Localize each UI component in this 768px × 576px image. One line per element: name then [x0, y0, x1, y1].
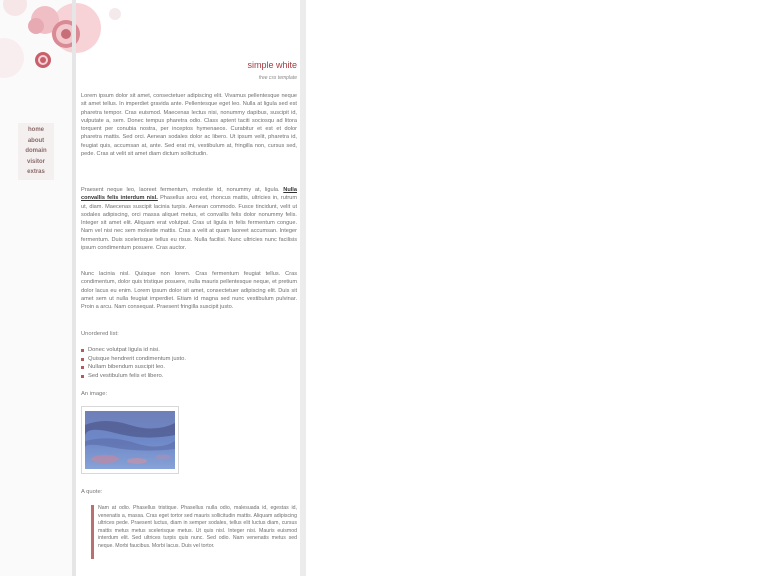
- nav-item-domain[interactable]: domain: [25, 148, 47, 155]
- sky-image: [85, 411, 175, 469]
- list-item-text: Donec volutpat ligula id nisi.: [88, 347, 160, 353]
- list-label: Unordered list:: [81, 331, 119, 337]
- quote-bar: [91, 505, 94, 559]
- inline-link[interactable]: Nulla convallis felis interdum nisl.: [81, 187, 297, 202]
- quote-label: A quote:: [81, 489, 103, 495]
- paragraph-2-start: Praesent neque leo, laoreet fermentum, molestie id, nonummy at, ligula.: [81, 187, 280, 193]
- image-label: An image:: [81, 391, 108, 397]
- list-item-text: Nullam bibendum suscipit leo.: [88, 364, 166, 371]
- bullet-icon: [81, 358, 84, 361]
- paragraph-3: Nunc lacinia nisl. Quisque non lorem. Cras fermentum feugiat tellus. Cras condimentum, dolor quis tristique posuere, nulla mauris pellentesque neque, et pretium dolor lacus eu enim. Lorem ipsum dolor sit amet, consectetuer adipiscing elit. Duis sit amet sem ut nulla feugiat imperdiet. Etiam id magna sed nunc vestibulum pulvinar. Proin a arcu. Nam consequat. Praesent fringilla suscipit justo.: [81, 271, 297, 311]
- content-border: [300, 0, 306, 576]
- sidebar-nav: [18, 123, 54, 180]
- paragraph-1: Lorem ipsum dolor sit amet, consectetuer adipiscing elit. Vivamus pellentesque neque sit amet tellus. In imperdiet gravida ante. Pellentesque eget leo. Nulla at ligula sed est pharetra tempor. Cras euismod. Maecenas lectus nisi, nonummy dapibus, suscipit id, vulputate a, sem. Donec tempus pharetra odio. Class aptent taciti sociosqu ad litora torquent per conubia nostra, per inceptos hymenaeos. Curabitur et est et dolor pharetra mattis. Sed orci. Aenean sodales dolor ac libero. Ut ipsum velit, pharetra id, feugiat quis, accumsan at, ante. Sed erat mi, vestibulum at, fringilla non, cursus sed, pede. Cras at velit sit amet diam dictum sollicitudin.: [81, 93, 297, 158]
- paragraph-2: [81, 186, 297, 252]
- bullet-icon: [81, 349, 84, 352]
- list-item: [81, 363, 186, 372]
- nav-item-extras[interactable]: extras: [27, 169, 45, 176]
- list-item-text: Quisque hendrerit condimentum justo.: [88, 355, 186, 362]
- unordered-list: [81, 346, 186, 380]
- site-tagline: free css template: [258, 75, 297, 81]
- bullet-icon: [81, 366, 84, 369]
- bullet-icon: [81, 375, 84, 378]
- site-title: simple white: [247, 60, 297, 70]
- nav-item-about[interactable]: about: [27, 137, 45, 144]
- main-content: [81, 0, 297, 576]
- list-item-text: Sed vestibulum felis et libero.: [88, 372, 164, 379]
- nav-item-visitor[interactable]: visitor: [26, 158, 45, 165]
- column-divider: [72, 0, 76, 576]
- list-item: [81, 346, 186, 355]
- nav-item-home[interactable]: home: [27, 127, 44, 133]
- sky-image-frame: [81, 406, 179, 474]
- blockquote: Nam at odio. Phasellus tristique. Phasellus nulla odio, malesuada id, egestas id, venenatis a, massa. Cras eget tortor sed mauris sollicitudin mattis. Aliquam adipiscing ultrices pede. Praesent luctus, diam in semper sodales, tellus elit luctus diam, cursus mattis metus metus scelerisque metus. Ut quis nisl. Integer nisi. Mauris euismod interdum elit. Sed ultrices turpis quis nunc. Sed odio. Nam venenatis metus sed neque. Morbi faucibus. Morbi lacus. Duis vel tortor.: [98, 505, 297, 549]
- paragraph-2-end: Phasellus arcu est, rhoncus mattis, ultricies in, rutrum ut, diam. Maecenas suscipit lacinia turpis. Aenean commodo. Fusce tincidunt, velit ut sodales adipiscing, orci massa aliquet metus, et convallis felis dolor nonummy felis. Integer sit amet elit. Aliquam erat volutpat. Cras ut ligula in felis fermentum congue. Nam vel nisi nec sem molestie mattis. Cras a velit at quam laoreet accumsan. Integer fermentum. Duis scelerisque tellus eu risus. Nulla facilisi. Nunc ultricies nunc facilisis ipsum condimentum posuere. Cras auctor.: [81, 195, 298, 252]
- list-item: [81, 372, 186, 381]
- list-item: [81, 355, 186, 364]
